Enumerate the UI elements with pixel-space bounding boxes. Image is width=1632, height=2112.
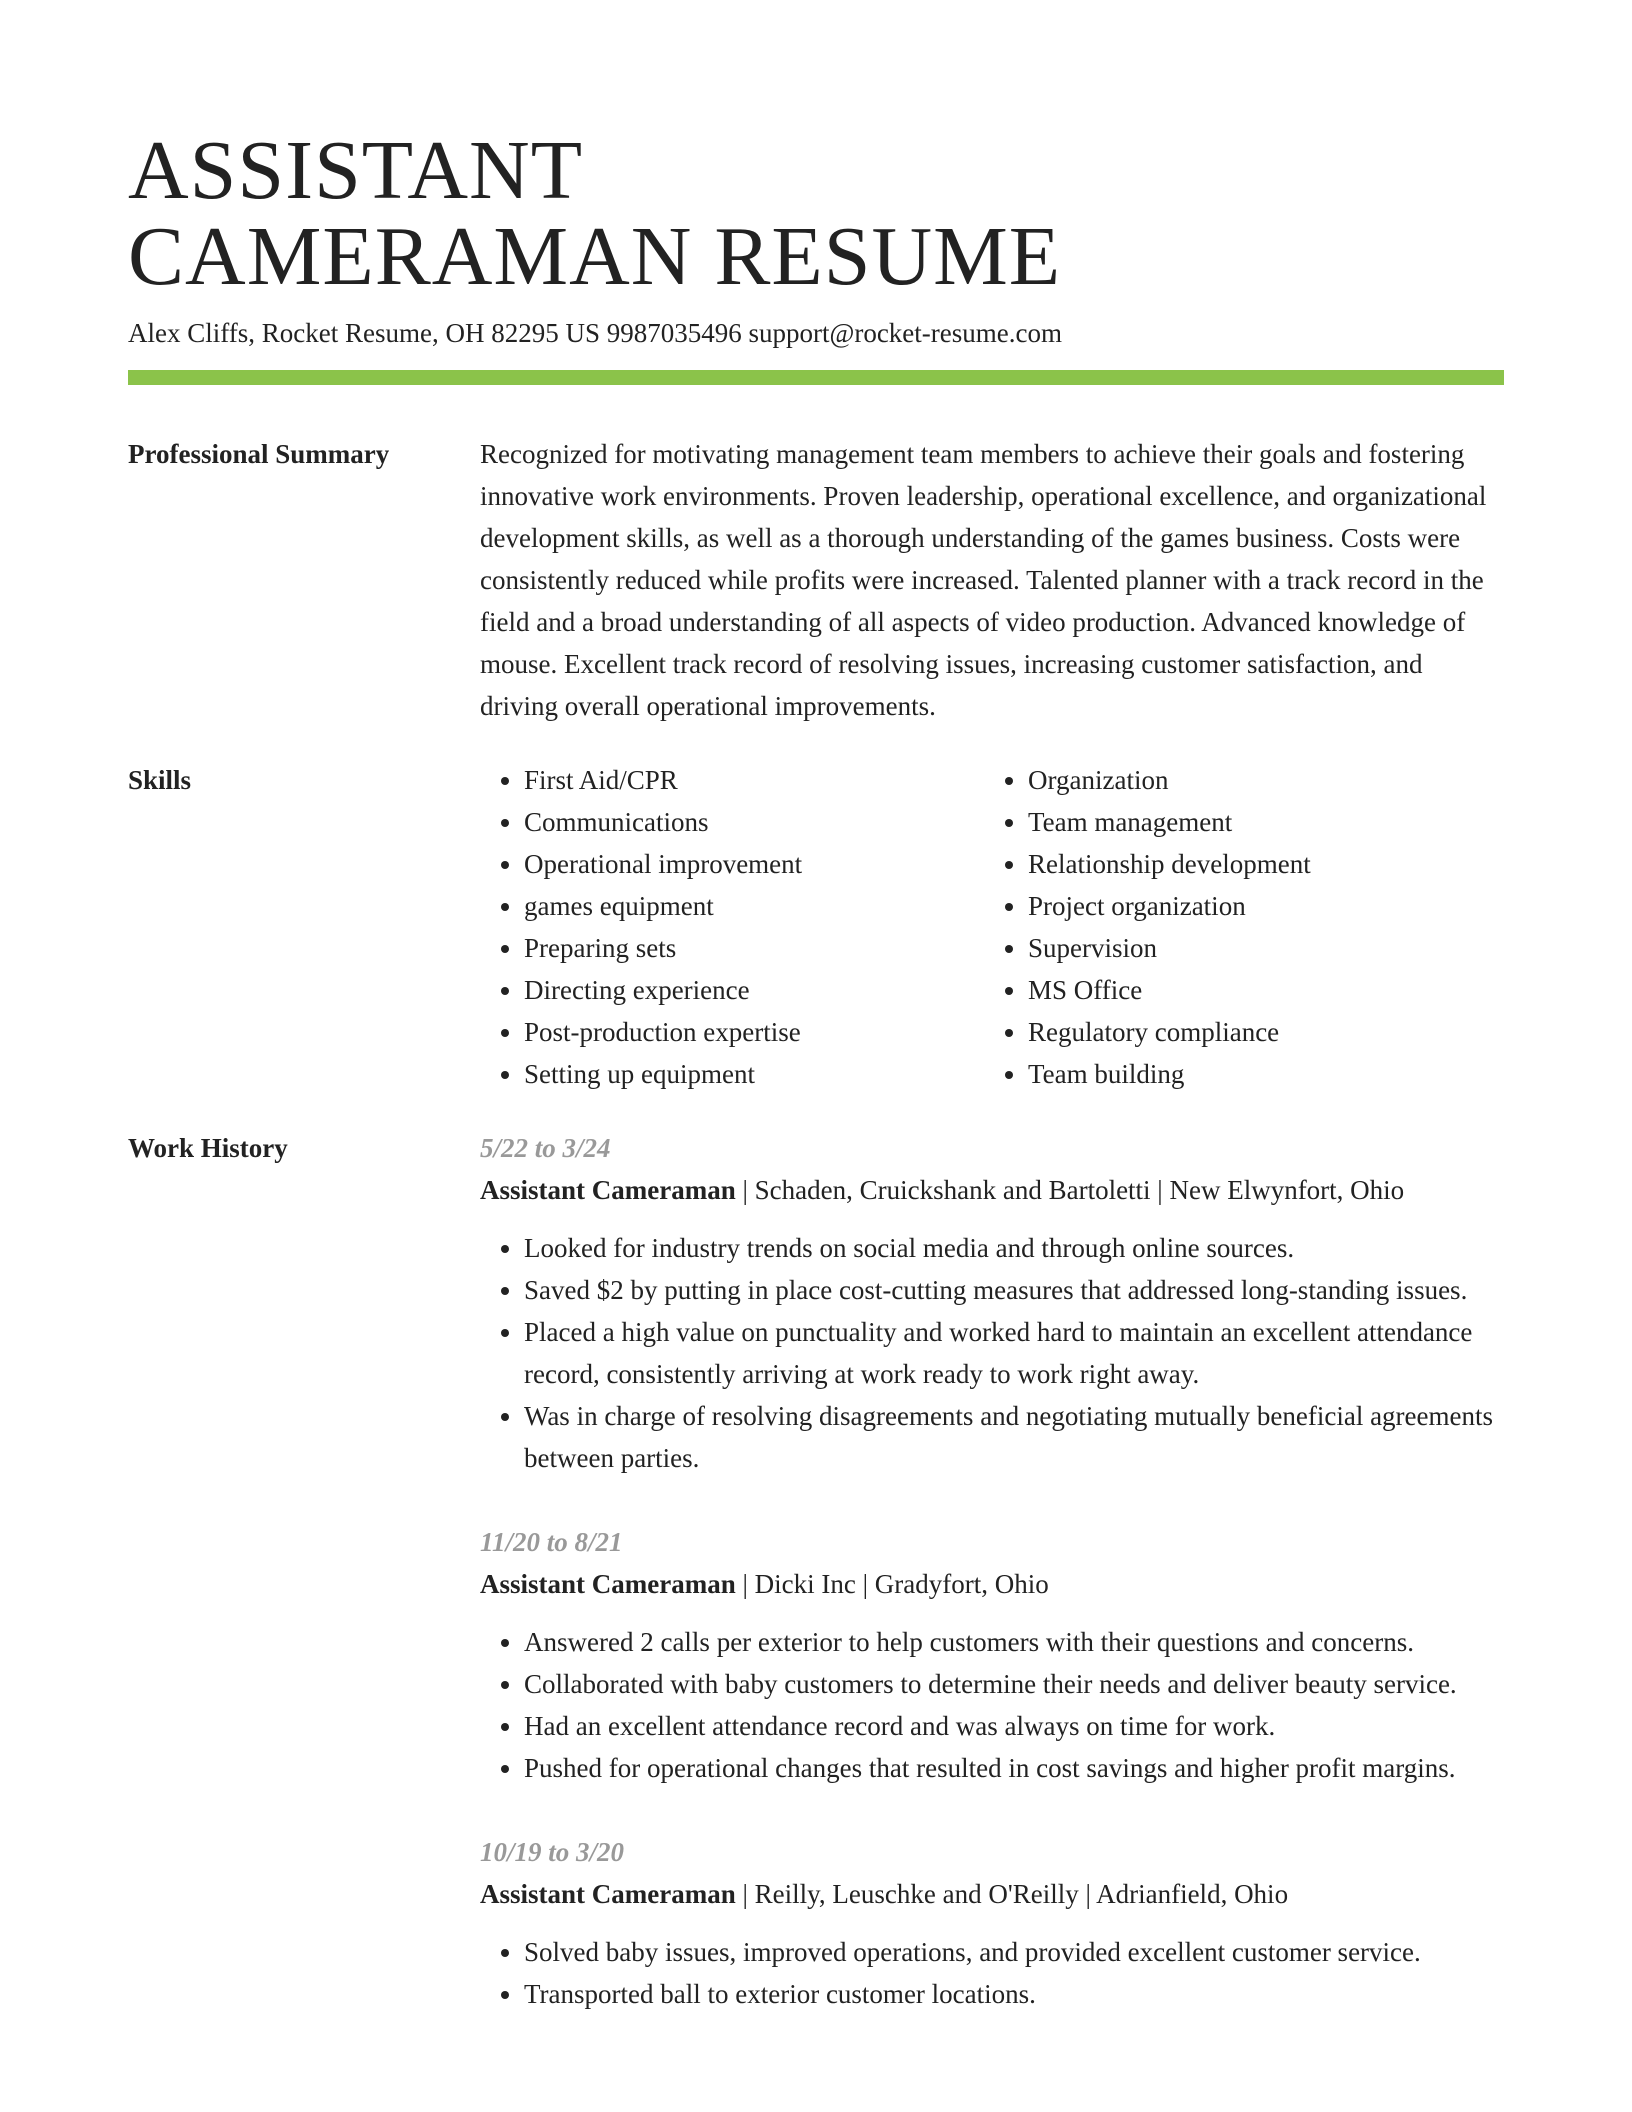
job-heading: [480, 1169, 1506, 1211]
skill-item: • Regulatory compliance: [1028, 1011, 1488, 1053]
job-dates: 11/20 to 8/21: [480, 1527, 623, 1557]
skill-item: • Post-production expertise: [524, 1011, 984, 1053]
skill-item: • Project organization: [1028, 885, 1488, 927]
title-line-1: ASSISTANT: [128, 124, 584, 217]
job-entry: [480, 1127, 1506, 1479]
skill-item: • Operational improvement: [524, 843, 984, 885]
skill-item: • Team management: [1028, 801, 1488, 843]
job-employer-location: | Schaden, Cruickshank and Bartoletti | New Elwynfort, Ohio: [735, 1175, 1405, 1205]
accent-divider: [128, 370, 1504, 385]
job-title: Assistant Cameraman: [480, 1879, 736, 1909]
job-bullets: [480, 1621, 1506, 1789]
skills-column-2: [984, 759, 1488, 1095]
job-bullets: [480, 1227, 1506, 1479]
job-bullet: • Placed a high value on punctuality and worked hard to maintain an excellent attendance record, consistently arriving at work ready to work right away.: [524, 1311, 1506, 1395]
summary-text: Recognized for motivating management team members to achieve their goals and fostering innovative work environments. Proven leadership, operational excellence, and organizational development skills, as well as a thorough understanding of the games business. Costs were consistently reduced while profits were increased. Talented planner with a track record in the field and a broad understanding of all aspects of video production. Advanced knowledge of mouse. Excellent track record of resolving issues, increasing customer satisfaction, and driving overall operational improvements.: [480, 439, 1487, 721]
title-line-2: CAMERAMAN RESUME: [128, 210, 1062, 303]
skills-column-1: [480, 759, 984, 1095]
contact-line: Alex Cliffs, Rocket Resume, OH 82295 US 9987035496 support@rocket-resume.com: [128, 318, 1062, 348]
skill-item: • Supervision: [1028, 927, 1488, 969]
job-bullet: • Had an excellent attendance record and was always on time for work.: [524, 1705, 1506, 1747]
job-heading: [480, 1873, 1506, 1915]
job-bullet: • Was in charge of resolving disagreements and negotiating mutually beneficial agreements between parties.: [524, 1395, 1506, 1479]
skill-item: • Communications: [524, 801, 984, 843]
resume-title: [128, 124, 1508, 303]
skill-item: • Organization: [1028, 759, 1488, 801]
job-bullet: • Saved $2 by putting in place cost-cutting measures that addressed long-standing issues.: [524, 1269, 1506, 1311]
skill-item: • Team building: [1028, 1053, 1488, 1095]
work-history-heading: Work History: [128, 1133, 288, 1163]
job-dates: 10/19 to 3/20: [480, 1837, 625, 1867]
skill-item: • First Aid/CPR: [524, 759, 984, 801]
job-bullet: • Looked for industry trends on social media and through online sources.: [524, 1227, 1506, 1269]
job-entry: [480, 1521, 1506, 1789]
job-bullet: • Pushed for operational changes that resulted in cost savings and higher profit margins.: [524, 1747, 1506, 1789]
skill-item: • Preparing sets: [524, 927, 984, 969]
work-history-section: [480, 1127, 1506, 2057]
job-title: Assistant Cameraman: [480, 1175, 736, 1205]
skill-item: • games equipment: [524, 885, 984, 927]
summary-section: [480, 433, 1506, 727]
summary-heading: Professional Summary: [128, 439, 390, 469]
job-title: Assistant Cameraman: [480, 1569, 736, 1599]
job-employer-location: | Reilly, Leuschke and O'Reilly | Adrianfield, Ohio: [735, 1879, 1289, 1909]
skill-item: • MS Office: [1028, 969, 1488, 1011]
job-bullet: • Collaborated with baby customers to determine their needs and deliver beauty service.: [524, 1663, 1506, 1705]
skills-section: [480, 759, 1506, 1095]
job-entry: [480, 1831, 1506, 2015]
skill-item: • Relationship development: [1028, 843, 1488, 885]
skills-heading: Skills: [128, 765, 192, 795]
job-heading: [480, 1563, 1506, 1605]
job-bullet: • Answered 2 calls per exterior to help customers with their questions and concerns.: [524, 1621, 1506, 1663]
job-dates: 5/22 to 3/24: [480, 1133, 611, 1163]
job-employer-location: | Dicki Inc | Gradyfort, Ohio: [735, 1569, 1049, 1599]
skill-item: • Directing experience: [524, 969, 984, 1011]
skill-item: • Setting up equipment: [524, 1053, 984, 1095]
job-bullet: • Transported ball to exterior customer locations.: [524, 1973, 1506, 2015]
job-bullet: • Solved baby issues, improved operations, and provided excellent customer service.: [524, 1931, 1506, 1973]
job-bullets: [480, 1931, 1506, 2015]
